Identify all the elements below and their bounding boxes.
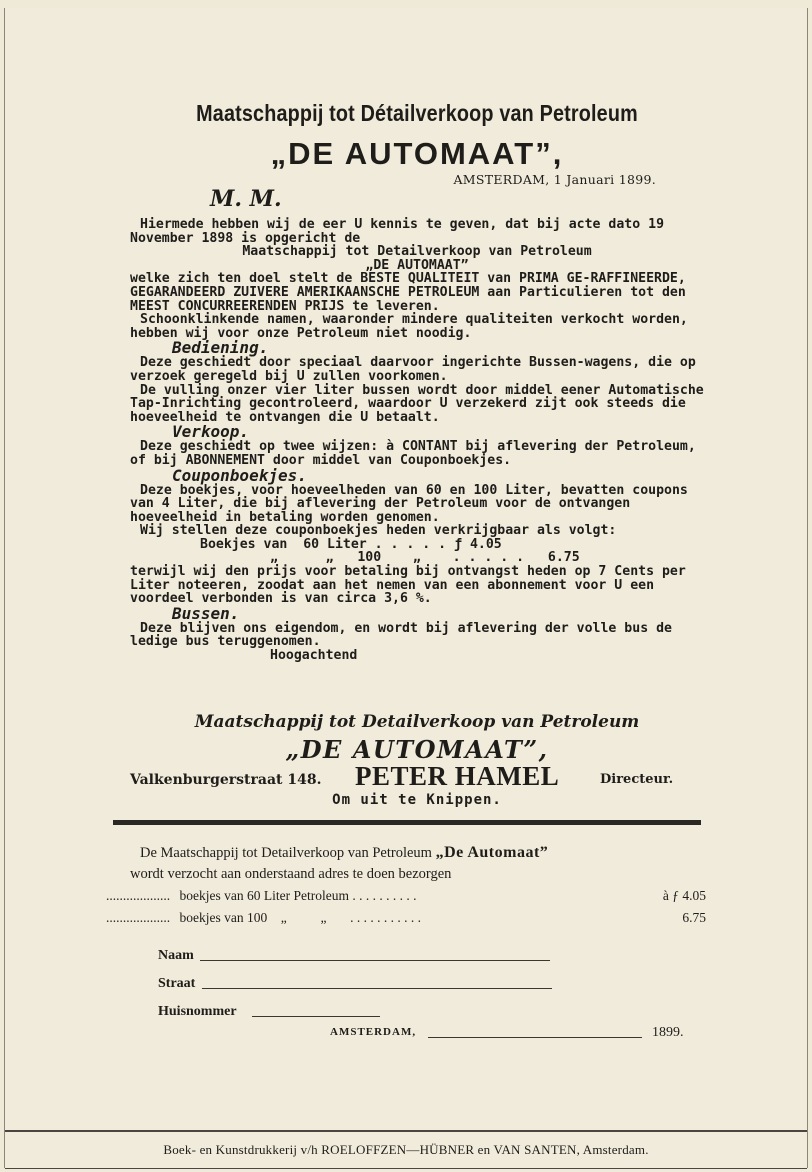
purpose-paragraph: welke zich ten doel stelt de BESTE QUALITEIT van PRIMA GE-RAFFINEERDE, GEGARANDEERD ZUIVERE AMERIKAANSCHE PETROLEUM aan Particulieren tot den MEEST CONCURREERENDEN PRIJS te leveren.	[130, 271, 686, 314]
order-blank-100[interactable]: ...................	[106, 910, 171, 925]
order-row-100	[106, 910, 706, 926]
footer-rule	[5, 1130, 807, 1132]
company-name: Maatschappij tot Detailverkoop van Petroleum	[242, 244, 592, 260]
printer-footer: Boek- en Kunstdrukkerij v/h ROELOFFZEN—HÜBNER en VAN SANTEN, Amsterdam.	[163, 1142, 649, 1157]
form-line-1	[140, 844, 548, 862]
names-paragraph: Schoonklinkende namen, waaronder mindere qualiteiten verkocht worden, hebben wij voor onze Petroleum niet noodig.	[130, 312, 688, 341]
signature-company: Maatschappij tot Detailverkoop van Petroleum	[194, 712, 640, 732]
title-brand: „DE AUTOMAAT”,	[270, 136, 564, 171]
section-heading-coupon: Couponboekjes.	[172, 465, 307, 485]
bussen-paragraph: Deze blijven ons eigendom, en wordt bij aflevering der volle bus de ledige bus teruggenomen.	[130, 620, 672, 650]
form-line-2: wordt verzocht aan onderstaand adres te doen bezorgen	[130, 866, 452, 882]
coupon-paragraph-2: Wij stellen deze couponboekjes heden verkrijgbaar als volgt:	[140, 523, 617, 539]
form-line-1-text: De Maatschappij tot Detailverkoop van Petroleum	[140, 845, 432, 861]
field-huisnummer-label: Huisnommer	[158, 1004, 237, 1019]
form-date-line[interactable]	[428, 1037, 642, 1038]
intro-paragraph: Hiermede hebben wij de eer U kennis te geven, dat bij acte dato 19 November 1898 is opgericht de	[130, 217, 665, 246]
order-blank-60[interactable]: ...................	[106, 888, 171, 903]
form-city: AMSTERDAM,	[330, 1026, 417, 1038]
bediening-paragraph-1: Deze geschiedt door speciaal daarvoor ingerichte Bussen-wagens, die op verzoek geregeld bij U zullen voorkomen.	[130, 355, 696, 384]
form-brand: „De Automaat”	[435, 844, 549, 861]
section-heading-bediening: Bediening.	[172, 338, 269, 358]
order-price-100: 6.75	[682, 910, 706, 925]
price-line-60: Boekjes van 60 Liter . . . . . ƒ 4.05	[200, 536, 502, 552]
field-huisnummer-line[interactable]	[252, 1016, 380, 1017]
field-straat-line[interactable]	[202, 988, 552, 989]
closing: Hoogachtend	[270, 648, 358, 664]
footer-rule-bottom	[5, 1168, 807, 1169]
advertisement-page	[4, 8, 808, 1168]
signature-address: Valkenburgerstraat 148.	[130, 772, 322, 788]
dateline: AMSTERDAM, 1 Januari 1899.	[453, 172, 656, 187]
order-row-60	[106, 888, 706, 904]
order-text-60: boekjes van 60 Liter Petroleum . . . . . . . . . .	[179, 888, 417, 903]
field-naam-label: Naam	[158, 948, 194, 963]
form-year: 1899.	[652, 1025, 684, 1040]
field-naam-line[interactable]	[200, 960, 550, 961]
bediening-paragraph-2: De vulling onzer vier liter bussen wordt door middel eener Automatische Tap-Inrichting gecontroleerd, waardoor U verzekerd zijt ook steeds die hoeveelheid te ontvangen die U betaalt.	[130, 382, 704, 425]
cut-notice: Om uit te Knippen.	[332, 792, 502, 808]
price-line-100: „ „ 100 „ . . . . . 6.75	[270, 550, 580, 566]
title-company: Maatschappij tot Détailverkoop van Petroleum	[196, 100, 638, 126]
order-text-100: boekjes van 100 „ „ . . . . . . . . . . .	[179, 910, 421, 925]
signature-name: PETER HAMEL	[355, 761, 560, 791]
signature-brand: „DE AUTOMAAT”,	[285, 735, 549, 764]
field-straat-label: Straat	[158, 976, 196, 991]
verkoop-paragraph: Deze geschiedt op twee wijzen: à CONTANT bij aflevering der Petroleum, of bij ABONNEMENT door middel van Couponboekjes.	[130, 439, 696, 468]
section-heading-verkoop: Verkoop.	[172, 422, 250, 442]
order-form	[106, 8, 706, 1168]
order-price-60: à ƒ 4.05	[662, 888, 706, 903]
coupon-paragraph-1: Deze boekjes, voor hoeveelheden van 60 en 100 Liter, bevatten coupons van 4 Liter, die bij aflevering der Petroleum voor de ontvangen hoeveelheid in betaling worden genomen.	[130, 482, 688, 525]
section-heading-bussen: Bussen.	[172, 603, 240, 623]
salutation: M. M.	[210, 186, 282, 212]
company-short: „DE AUTOMAAT”	[365, 257, 469, 273]
signature-role: Directeur.	[600, 772, 674, 787]
coupon-paragraph-3: terwijl wij den prijs voor betaling bij ontvangst heden op 7 Cents per Liter noteeren, zoodat aan het nemen van een abonnement voor U een voordeel verbonden is van circa 3,6 %.	[130, 564, 686, 607]
